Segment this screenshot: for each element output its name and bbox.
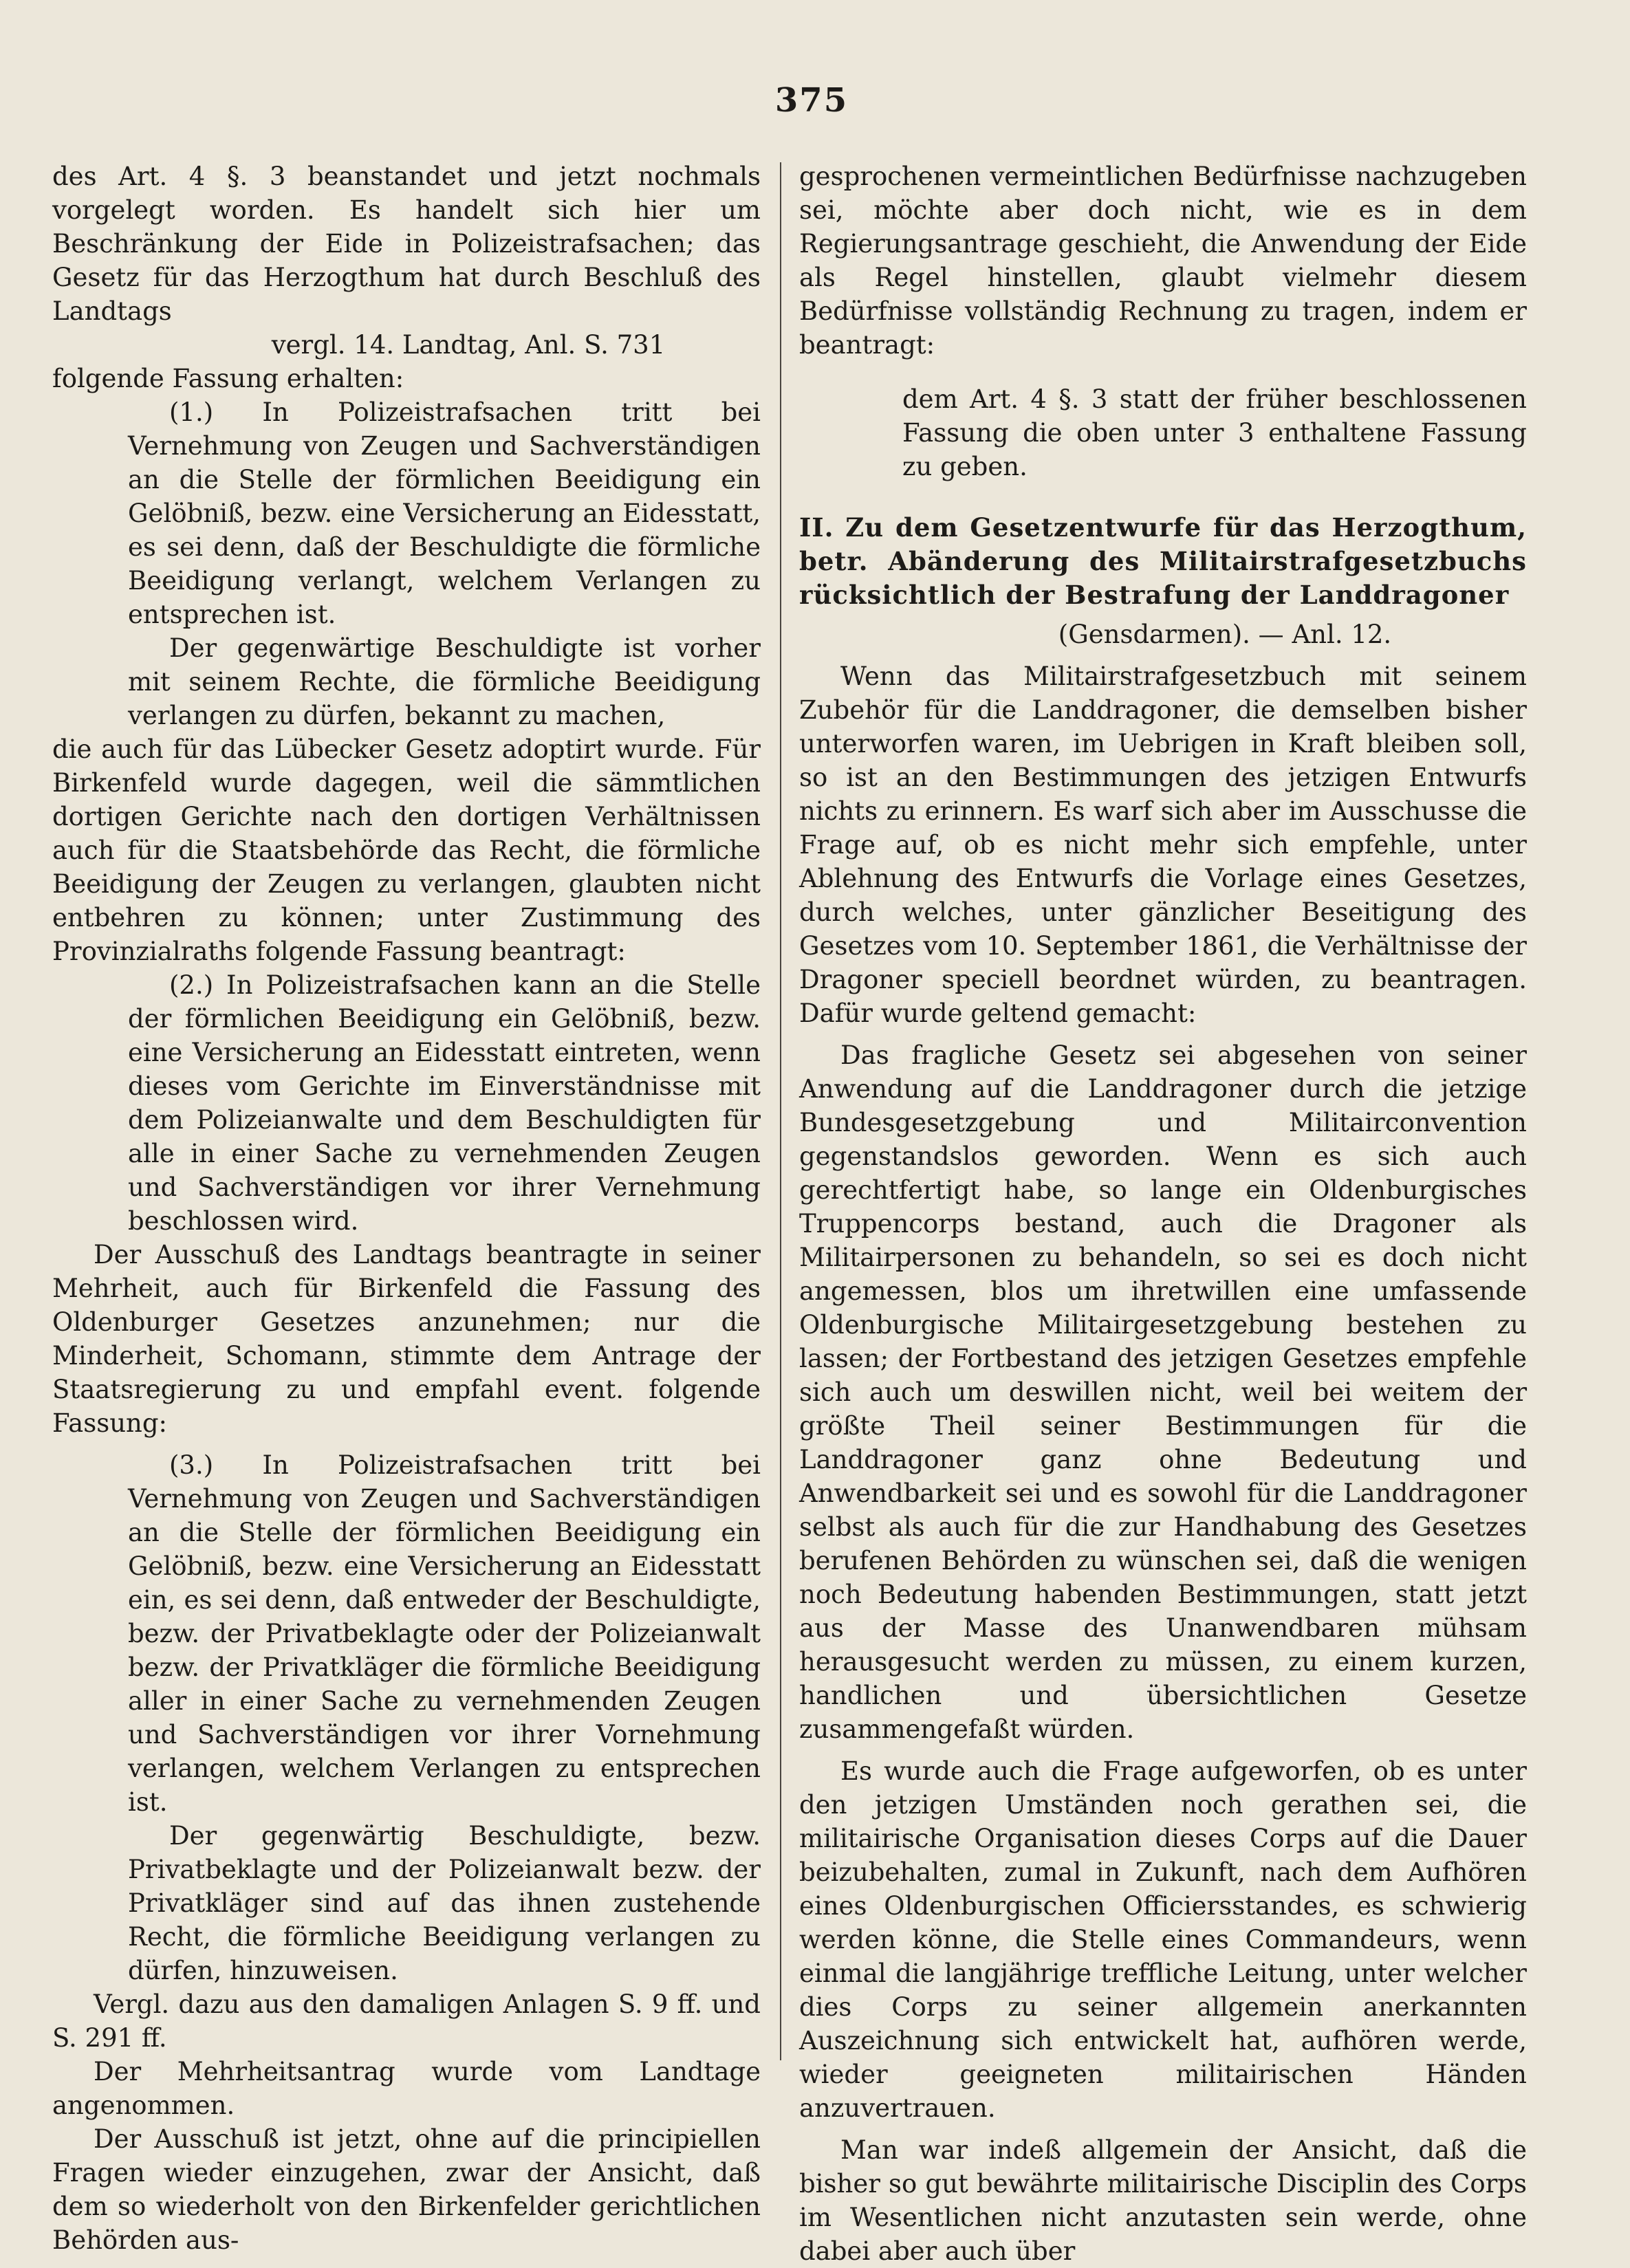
paragraph: des Art. 4 §. 3 beanstandet und jetzt nochmals vorgelegt worden. Es handelt sich hier um Beschränkung der Eide in Polizeistrafsachen; das Gesetz für das Herzogthum hat durch Beschluß des Landtags: [52, 162, 761, 326]
paragraph: Man war indeß allgemein der Ansicht, daß die bisher so gut bewährte militairische Disciplin des Corps im Wesentlichen nicht anzutasten sein werde, ohne dabei aber auch über: [799, 2135, 1527, 2266]
quoted-provision-3b: Der gegenwärtig Beschuldigte, bezw. Privatbeklagte und der Polizeianwalt bezw. der Privatkläger sind auf das ihnen zustehende Recht, die förmliche Beeidigung verlangen zu dürfen, hinzuweisen.: [128, 1821, 761, 1985]
paragraph: Wenn das Militairstrafgesetzbuch mit seinem Zubehör für die Landdragoner, die demselben bisher unterworfen waren, im Uebrigen in Kraft bleiben soll, so ist an den Bestimmungen des jetzigen Entwurfs nichts zu erinnern. Es warf sich aber im Ausschusse die Frage auf, ob es nicht mehr sich empfehle, unter Ablehnung des Entwurfs die Vorlage eines Gesetzes, durch welches, unter gänzlicher Beseitigung des Gesetzes vom 10. September 1861, die Verhältnisse der Dragoner speciell beordnet würden, zu beantragen. Dafür wurde geltend gemacht:: [799, 662, 1527, 1028]
paragraph: Der Ausschuß des Landtags beantragte in seiner Mehrheit, auch für Birkenfeld die Fassung des Oldenburger Gesetzes anzunehmen; nur die Minderheit, Schomann, stimmte dem Antrage der Staatsregierung zu und empfahl event. folgende Fassung:: [52, 1240, 761, 1438]
paragraph: Das fragliche Gesetz sei abgesehen von seiner Anwendung auf die Landdragoner durch die jetzige Bundesgesetzgebung und Militairconvention gegenstandslos geworden. Wenn es sich auch gerechtfertigt habe, so lange ein Oldenburgisches Truppencorps bestand, auch die Dragoner als Militairpersonen zu behandeln, so sei es doch nicht angemessen, blos um ihretwillen eine umfassende Oldenburgische Militairgesetzgebung bestehen zu lassen; der Fortbestand des jetzigen Gesetzes empfehle sich auch um deswillen nicht, weil bei weitem der größte Theil seiner Bestimmungen für die Landdragoner ganz ohne Bedeutung und Anwendbarkeit sei und es sowohl für die Landdragoner selbst als auch für die zur Handhabung des Gesetzes berufenen Behörden zu wünschen sei, daß die wenigen noch Bedeutung habenden Bestimmungen, statt jetzt aus der Masse des Unanwendbaren mühsam herausgesucht werden zu müssen, zu einem kurzen, handlichen und übersichtlichen Gesetze zusammengefaßt würden.: [799, 1040, 1527, 1744]
section-number: II.: [799, 512, 834, 543]
paragraph: gesprochenen vermeintlichen Bedürfnisse nachzugeben sei, möchte aber doch nicht, wie es in dem Regierungsantrage geschieht, die Anwendung der Eide als Regel hinstellen, glaubt vielmehr diesem Bedürfnisse vollständig Rechnung zu tragen, indem er beantragt:: [799, 162, 1527, 360]
paragraph: Der Mehrheitsantrag wurde vom Landtage angenommen.: [52, 2057, 761, 2120]
reference: vergl. 14. Landtag, Anl. S. 731: [271, 330, 666, 360]
paragraph: folgende Fassung erhalten:: [52, 364, 404, 393]
section-heading: [799, 511, 1527, 612]
right-column: [799, 160, 1527, 2268]
paragraph: die auch für das Lübecker Gesetz adoptirt wurde. Für Birkenfeld wurde dagegen, weil die sämmtlichen dortigen Gerichte nach den dortigen Verhältnissen auch für die Staatsbehörde das Recht, die förmliche Beeidigung der Zeugen zu verlangen, glaubten nicht entbehren zu können; unter Zustimmung des Provinzialraths folgende Fassung beantragt:: [52, 734, 761, 966]
quoted-provision-3: (3.) In Polizeistrafsachen tritt bei Vernehmung von Zeugen und Sachverständigen an die Stelle der förmlichen Beeidigung ein Gelöbniß, bezw. eine Versicherung an Eidesstatt ein, es sei denn, daß entweder der Beschuldigte, bezw. der Privatbeklagte oder der Polizeianwalt bezw. der Privatkläger die förmliche Beeidigung aller in einer Sache zu vernehmenden Zeugen und Sachverständigen vor ihrer Vornehmung verlangen, welchem Verlangen zu entsprechen ist.: [128, 1450, 761, 1817]
paragraph: Vergl. dazu aus den damaligen Anlagen S. 9 ff. und S. 291 ff.: [52, 1989, 761, 2053]
column-divider: [780, 162, 781, 2060]
section-title: Zu dem Gesetzentwurfe für das Herzogthum, betr. Abänderung des Militairstrafgesetzbuchs rücksichtlich der Bestrafung der Landdragoner: [799, 512, 1527, 610]
quoted-provision-1: (1.) In Polizeistrafsachen tritt bei Vernehmung von Zeugen und Sachverständigen an die Stelle der förmlichen Beeidigung ein Gelöbniß, bezw. eine Versicherung an Eidesstatt, es sei denn, daß der Beschuldigte die förmliche Beeidigung verlangt, welchem Verlangen zu entsprechen ist.: [128, 397, 761, 629]
paragraph: Der Ausschuß ist jetzt, ohne auf die principiellen Fragen wieder einzugehen, zwar der Ansicht, daß dem so wiederholt von den Birkenfelder gerichtlichen Behörden aus-: [52, 2124, 761, 2255]
quoted-provision-2: (2.) In Polizeistrafsachen kann an die Stelle der förmlichen Beeidigung ein Gelöbniß, bezw. eine Versicherung an Eidesstatt eintreten, wenn dieses vom Gerichte im Einverständnisse mit dem Polizeianwalte und dem Beschuldigten für alle in einer Sache zu vernehmenden Zeugen und Sachverständigen vor ihrer Vernehmung beschlossen wird.: [128, 970, 761, 1236]
quoted-provision-1b: Der gegenwärtige Beschuldigte ist vorher mit seinem Rechte, die förmliche Beeidigung verlangen zu dürfen, bekannt zu machen,: [128, 633, 761, 730]
quoted-motion: dem Art. 4 §. 3 statt der früher beschlossenen Fassung die oben unter 3 enthaltene Fassung zu geben.: [902, 384, 1527, 481]
section-heading-tail: (Gensdarmen). — Anl. 12.: [1058, 620, 1392, 649]
paragraph: Es wurde auch die Frage aufgeworfen, ob es unter den jetzigen Umständen noch gerathen sei, die militairische Organisation dieses Corps auf die Dauer beizubehalten, zumal in Zukunft, nach dem Aufhören eines Oldenburgischen Officiersstandes, es schwierig werden könne, die Stelle eines Commandeurs, wenn einmal die langjährige treffliche Leitung, unter welcher dies Corps zu seiner allgemein anerkannten Auszeichnung sich entwickelt hat, aufhören werde, wieder geeigneten militairischen Händen anzuvertrauen.: [799, 1756, 1527, 2123]
left-column: [52, 160, 761, 2257]
page-number: 375: [774, 81, 849, 120]
